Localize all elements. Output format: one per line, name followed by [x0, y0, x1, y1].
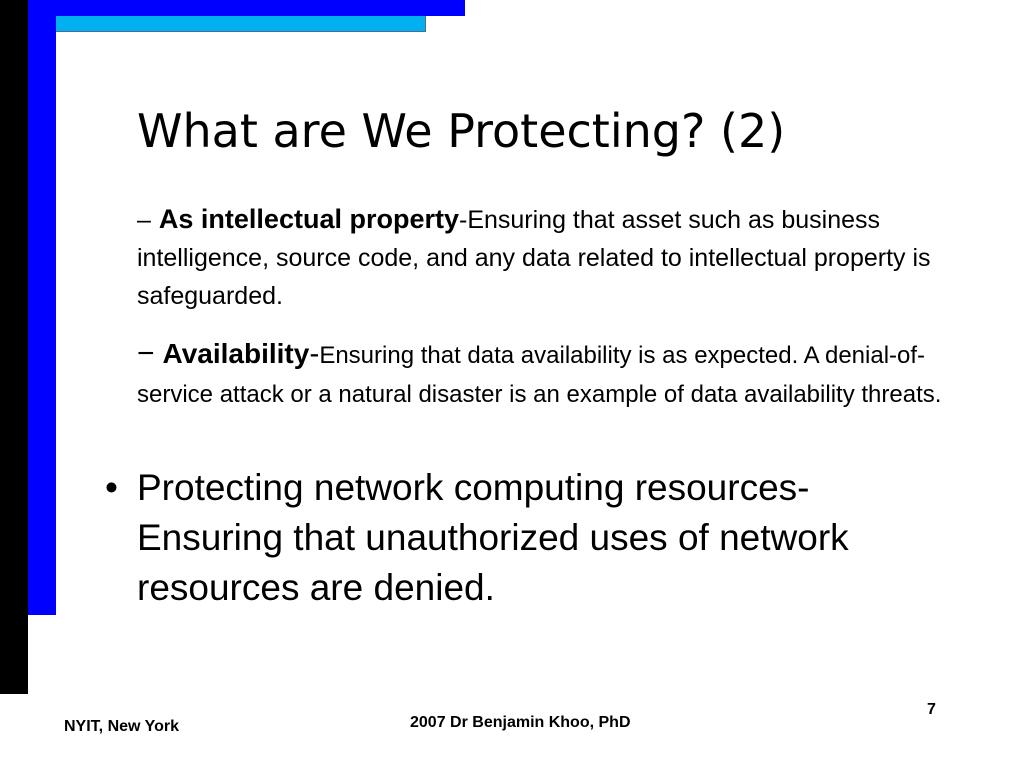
- sub-item-text: Ensuring that asset such as business intelligence, source code, and any data related to intellectual property is safeguarded.: [137, 206, 931, 310]
- left-black-bar: [0, 0, 28, 694]
- dash-marker: −: [137, 337, 155, 370]
- footer-organization: NYIT, New York: [64, 718, 179, 735]
- bullet-marker: •: [105, 467, 118, 508]
- top-cyan-bar: [56, 16, 426, 32]
- page-number: 7: [927, 701, 936, 718]
- sub-item-separator: -: [458, 206, 468, 234]
- left-blue-bar: [28, 0, 56, 615]
- top-blue-bar: [56, 0, 465, 16]
- sub-item-text: Ensuring that data availability is as expected. A denial-of-service attack or a natural disaster is an example of data availability threats.: [137, 342, 942, 408]
- sub-item-availability: [137, 335, 952, 414]
- bullet-item-network-resources: [105, 463, 955, 613]
- sub-item-separator: -: [309, 337, 320, 370]
- dash-marker: –: [137, 206, 151, 234]
- sub-item-intellectual-property: [137, 200, 952, 315]
- sub-item-heading: Availability: [162, 338, 310, 369]
- bullet-text: Protecting network computing resources- Ensuring that unauthorized uses of network resources are denied.: [137, 467, 849, 608]
- sub-item-heading: As intellectual property: [158, 204, 459, 234]
- footer-author: 2007 Dr Benjamin Khoo, PhD: [410, 714, 631, 731]
- slide-title: What are We Protecting? (2): [137, 104, 786, 158]
